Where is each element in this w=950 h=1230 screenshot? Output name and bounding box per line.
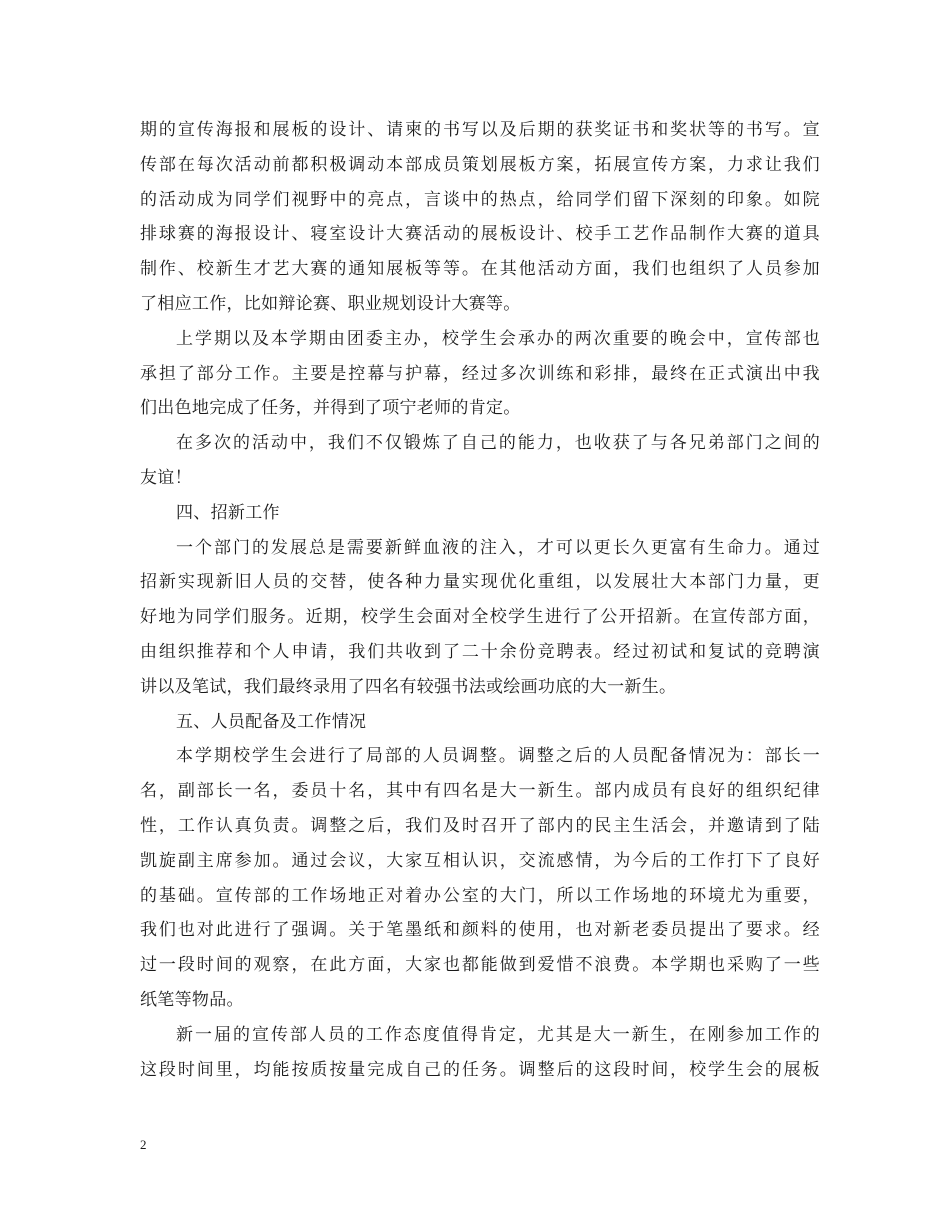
paragraph-first-line: 在多次的活动中，我们不仅锻炼了自己的能力，也收获了与各兄弟部门之间的: [176, 433, 820, 454]
page-number: 2: [140, 1137, 147, 1152]
paragraph-first-line: 一个部门的发展总是需要新鲜血液的注入，才可以更长久更富有生命力。通过: [176, 537, 820, 558]
text-line: 纸笔等物品。: [140, 989, 244, 1010]
text-line: 排球赛的海报设计、寝室设计大赛活动的展板设计、校手工艺作品制作大赛的道具: [140, 224, 820, 245]
text-line: 凯旋副主席参加。通过会议，大家互相认识，交流感情，为今后的工作打下了良好: [140, 850, 820, 871]
text-line: 我们也对此进行了强调。关于笔墨纸和颜料的使用，也对新老委员提出了要求。经: [140, 920, 820, 941]
text-line: 承担了部分工作。主要是控幕与护幕，经过多次训练和彩排，最终在正式演出中我: [140, 363, 820, 384]
text-line: 这段时间里，均能按质按量完成自己的任务。调整后的这段时间，校学生会的展板: [140, 1059, 820, 1080]
paragraph-first-line: 本学期校学生会进行了局部的人员调整。调整之后的人员配备情况为：部长一: [176, 746, 820, 767]
text-line: 的活动成为同学们视野中的亮点，言谈中的热点，给同学们留下深刻的印象。如院: [140, 189, 820, 210]
text-line: 友谊！: [140, 467, 192, 488]
paragraph-first-line: 上学期以及本学期由团委主办，校学生会承办的两次重要的晚会中，宣传部也: [176, 328, 820, 349]
text-line: 过一段时间的观察，在此方面，大家也都能做到爱惜不浪费。本学期也采购了一些: [140, 955, 820, 976]
text-line: 由组织推荐和个人申请，我们共收到了二十余份竞聘表。经过初试和复试的竞聘演: [140, 641, 820, 662]
paragraph-first-line: 新一届的宣传部人员的工作态度值得肯定，尤其是大一新生，在刚参加工作的: [176, 1024, 820, 1045]
text-line: 讲以及笔试，我们最终录用了四名有较强书法或绘画功底的大一新生。: [140, 676, 677, 697]
text-line: 制作、校新生才艺大赛的通知展板等等。在其他活动方面，我们也组织了人员参加: [140, 259, 820, 280]
text-line: 招新实现新旧人员的交替，使各种力量实现优化重组，以发展壮大本部门力量，更: [140, 572, 820, 593]
text-line: 性，工作认真负责。调整之后，我们及时召开了部内的民主生活会，并邀请到了陆: [140, 815, 820, 836]
text-line: 们出色地完成了任务，并得到了项宁老师的肯定。: [140, 398, 521, 419]
text-line: 了相应工作，比如辩论赛、职业规划设计大赛等。: [140, 293, 521, 314]
text-line: 的基础。宣传部的工作场地正对着办公室的大门，所以工作场地的环境尤为重要，: [140, 885, 820, 906]
document-body: [140, 113, 820, 1087]
section-heading: 四、招新工作: [176, 502, 280, 523]
text-line: 名，副部长一名，委员十名，其中有四名是大一新生。部内成员有良好的组织纪律: [140, 781, 820, 802]
text-line: 传部在每次活动前都积极调动本部成员策划展板方案，拓展宣传方案，力求让我们: [140, 154, 820, 175]
text-line: 好地为同学们服务。近期，校学生会面对全校学生进行了公开招新。在宣传部方面，: [140, 607, 820, 628]
section-heading: 五、人员配备及工作情况: [176, 711, 367, 732]
text-line: 期的宣传海报和展板的设计、请柬的书写以及后期的获奖证书和奖状等的书写。宣: [140, 120, 820, 140]
